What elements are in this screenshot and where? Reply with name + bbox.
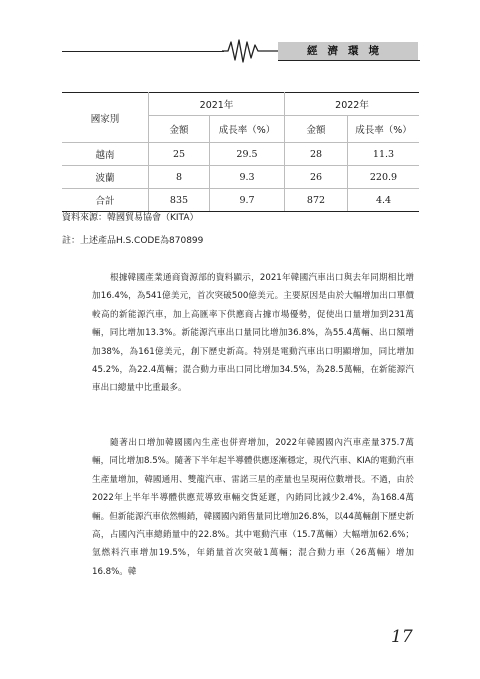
- year-2021-header: 2021年: [149, 93, 285, 116]
- value-cell: 28: [285, 143, 348, 166]
- value-cell: 29.5: [210, 143, 285, 166]
- table-row: [62, 143, 419, 166]
- table-total-row: [62, 189, 419, 212]
- country-cell: 波蘭: [62, 166, 149, 189]
- value-cell: 8: [149, 166, 210, 189]
- header-rule-right: [278, 60, 420, 61]
- value-cell: 25: [149, 143, 210, 166]
- country-header: 國家別: [62, 93, 149, 143]
- value-cell: 26: [285, 166, 348, 189]
- body-paragraph: 根據韓國產業通商資源部的資料顯示，2021年韓國汽車出口與去年同期相比增加16.4%，為541億美元，首次突破500億美元。主要原因是由於大幅增加出口單價較高的新能源汽車，加上高匯率下供應商占據市場優勢，促使出口量增加到231萬輛，同比增加13.3%。新能源汽車出口量同比增加36.8%，為55.4萬輛、出口額增加38%，為161億美元，創下歷史新高。特別是電動汽車出口明顯增加，同比增加45.2%，為22.4萬輛；混合動力車出口同比增加34.5%，為28.5萬輛，在新能源汽車出口總量中比重最多。: [92, 273, 414, 394]
- value-cell: 9.3: [210, 166, 285, 189]
- subheader-amount-2022: 金額: [285, 116, 348, 143]
- source-note: 資料來源：韓國貿易協會（KITA）: [62, 213, 199, 223]
- header-title: 經濟環境: [307, 45, 389, 57]
- value-cell: 220.9: [348, 166, 420, 189]
- value-cell: 9.7: [210, 189, 285, 212]
- table-row: [62, 166, 419, 189]
- total-label-cell: 合計: [62, 189, 149, 212]
- heartbeat-wave-icon: [222, 36, 280, 66]
- subheader-growth-2021: 成長率（%）: [210, 116, 285, 143]
- page-number: 17: [391, 627, 413, 647]
- table-header-row: [62, 93, 419, 116]
- subheader-amount-2021: 金額: [149, 116, 210, 143]
- value-cell: 872: [285, 189, 348, 212]
- subheader-growth-2022: 成長率（%）: [348, 116, 420, 143]
- header-rule-left: [62, 51, 224, 52]
- code-note: 註：上述產品H.S.CODE為870899: [62, 236, 204, 246]
- value-cell: 11.3: [348, 143, 420, 166]
- body-paragraph: 隨著出口增加韓國國內生產也併齊增加，2022年韓國國內汽車產量375.7萬輛，同比增加8.5%。隨著下半年起半導體供應逐漸穩定，現代汽車、KIA的電動汽車生產量增加，韓國通用、雙龍汽車、雷諾三星的產量也呈現兩位數增長。不過，由於2022年上半年半導體供應荒導致車輛交貨延遲，內銷同比減少2.4%，為168.4萬輛。但新能源汽車依然暢銷，韓國國內銷售量同比增加26.8%，以44萬輛創下歷史新高，占國內汽車總銷量中的22.8%。其中電動汽車（15.7萬輛）大幅增加62.6%；氫燃料汽車增加19.5%，年銷量首次突破1萬輛；混合動力車（26萬輛）增加16.8%。韓: [92, 438, 414, 577]
- year-2022-header: 2022年: [285, 93, 420, 116]
- value-cell: 835: [149, 189, 210, 212]
- export-table: [62, 92, 419, 212]
- country-cell: 越南: [62, 143, 149, 166]
- value-cell: 4.4: [348, 189, 420, 212]
